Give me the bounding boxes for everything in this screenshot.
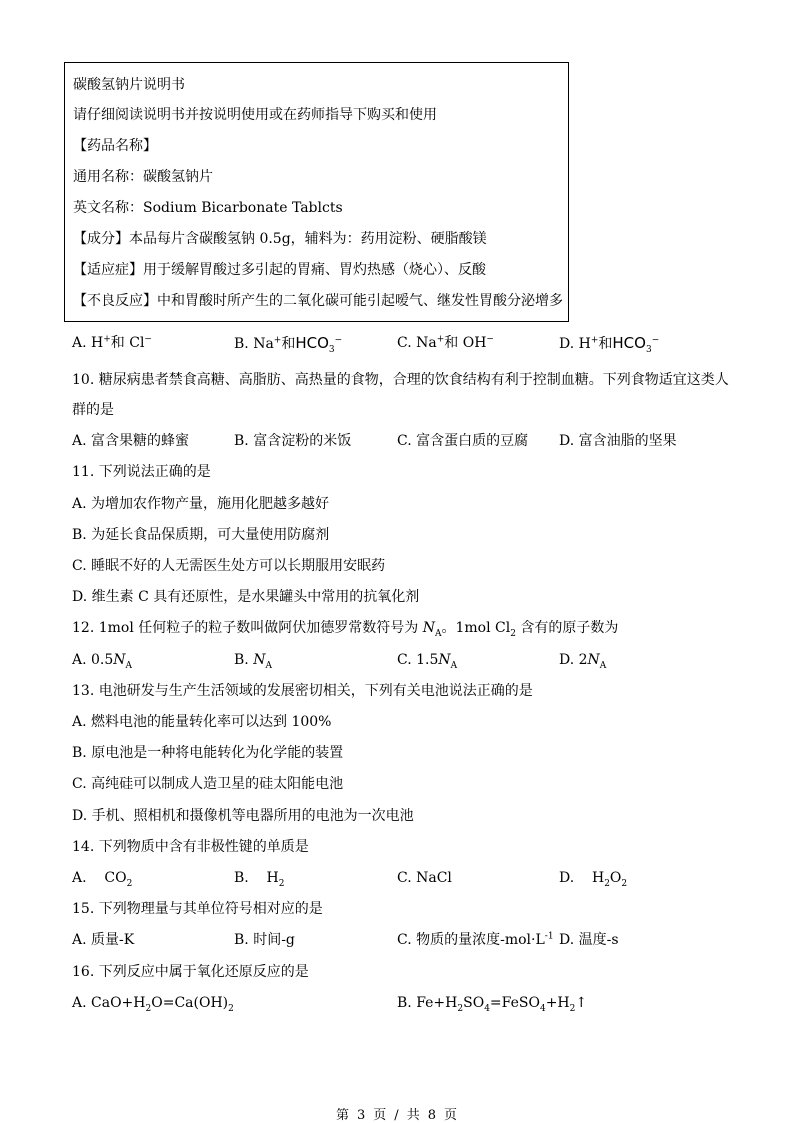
q10-option-b: B. 富含淀粉的米饭 bbox=[234, 433, 352, 449]
q10-stem-line2: 群的是 bbox=[72, 402, 114, 418]
q15-option-d: D. 温度-s bbox=[559, 932, 619, 948]
q12-option-a: A. $0.5N_A$ bbox=[72, 652, 133, 671]
q11-option-b: B. 为延长食品保质期，可大量使用防腐剂 bbox=[72, 527, 330, 543]
leaflet-drug-name-header: 【药品名称】 bbox=[73, 138, 157, 154]
leaflet-english-name: 英文名称：Sodium Bicarbonate Tablcts bbox=[73, 200, 343, 216]
q15-option-a: A. 质量-K bbox=[72, 932, 135, 948]
q12-option-b: B. $N_A$ bbox=[234, 652, 272, 671]
q14-option-a: A. $CO_2$ bbox=[72, 870, 133, 889]
total-page-count: 8 bbox=[427, 1108, 436, 1123]
leaflet-ingredients: 【成分】本品每片含碳酸氢钠 0.5g，辅料为：药用淀粉、硬脂酸镁 bbox=[73, 231, 487, 247]
q10-option-c: C. 富含蛋白质的豆腐 bbox=[397, 433, 529, 449]
q15-stem: 15. 下列物理量与其单位符号相对应的是 bbox=[72, 901, 323, 917]
q9-option-d: D. H+和$HCO_3^-$ bbox=[559, 334, 660, 355]
leaflet-side-effects: 【不良反应】中和胃酸时所产生的二氧化碳可能引起嗳气、继发性胃酸分泌增多 bbox=[73, 293, 563, 309]
q9-option-a: A. H+和 Cl− bbox=[72, 334, 152, 351]
q13-stem: 13. 电池研发与生产生活领域的发展密切相关，下列有关电池说法正确的是 bbox=[72, 683, 533, 699]
drug-leaflet-box bbox=[64, 62, 569, 322]
q9-option-c: C. Na+和 OH− bbox=[397, 334, 494, 351]
q14-option-c: C. NaCl bbox=[397, 870, 452, 886]
current-page-number: 3 bbox=[357, 1108, 366, 1123]
q11-option-d: D. 维生素 C 具有还原性，是水果罐头中常用的抗氧化剂 bbox=[72, 589, 420, 605]
q10-option-a: A. 富含果糖的蜂蜜 bbox=[72, 433, 190, 449]
q16-option-a: A. $CaO+H_2O=Ca(OH)_2$ bbox=[72, 995, 234, 1014]
q11-option-a: A. 为增加农作物产量，施用化肥越多越好 bbox=[72, 496, 330, 512]
q16-stem: 16. 下列反应中属于氧化还原反应的是 bbox=[72, 964, 309, 980]
q14-option-b: B. $H_2$ bbox=[234, 870, 285, 889]
leaflet-instruction: 请仔细阅读说明书并按说明使用或在药师指导下购买和使用 bbox=[73, 107, 437, 123]
q13-option-a: A. 燃料电池的能量转化率可以达到 100% bbox=[72, 714, 332, 730]
q12-stem: 12. 1mol 任何粒子的粒子数叫做阿伏加德罗常数符号为 $N_A$。1mol $Cl_2$ 含有的原子数为 bbox=[72, 620, 619, 639]
q12-option-d: D. $2N_A$ bbox=[559, 652, 607, 671]
q15-option-b: B. 时间-g bbox=[234, 932, 295, 948]
q9-option-b: B. Na+和$HCO_3^-$ bbox=[234, 334, 343, 355]
q11-option-c: C. 睡眠不好的人无需医生处方可以长期服用安眠药 bbox=[72, 558, 386, 574]
q12-option-c: C. $1.5N_A$ bbox=[397, 652, 458, 671]
q14-option-d: D. $H_2O_2$ bbox=[559, 870, 628, 889]
q15-option-c: C. 物质的量浓度$-mol\cdot L^{-1}$ bbox=[397, 931, 554, 948]
q13-option-d: D. 手机、照相机和摄像机等电器所用的电池为一次电池 bbox=[72, 808, 414, 824]
q14-stem: 14. 下列物质中含有非极性键的单质是 bbox=[72, 839, 309, 855]
page-footer: 第 3 页 / 共 8 页 bbox=[335, 1108, 457, 1123]
q10-option-d: D. 富含油脂的坚果 bbox=[559, 433, 677, 449]
leaflet-indications: 【适应症】用于缓解胃酸过多引起的胃痛、胃灼热感（烧心）、反酸 bbox=[73, 262, 486, 278]
q11-stem: 11. 下列说法正确的是 bbox=[72, 464, 211, 480]
q13-option-c: C. 高纯硅可以制成人造卫星的硅太阳能电池 bbox=[72, 776, 344, 792]
q16-option-b: B. $Fe+H_2SO_4=FeSO_4+H_2↑$ bbox=[397, 995, 588, 1014]
leaflet-generic-name: 通用名称：碳酸氢钠片 bbox=[73, 169, 213, 185]
q10-stem-line1: 10. 糖尿病患者禁食高糖、高脂肪、高热量的食物，合理的饮食结构有利于控制血糖。下列食物适宜这类人 bbox=[72, 372, 729, 388]
q13-option-b: B. 原电池是一种将电能转化为化学能的装置 bbox=[72, 745, 344, 761]
leaflet-title: 碳酸氢钠片说明书 bbox=[73, 77, 185, 93]
